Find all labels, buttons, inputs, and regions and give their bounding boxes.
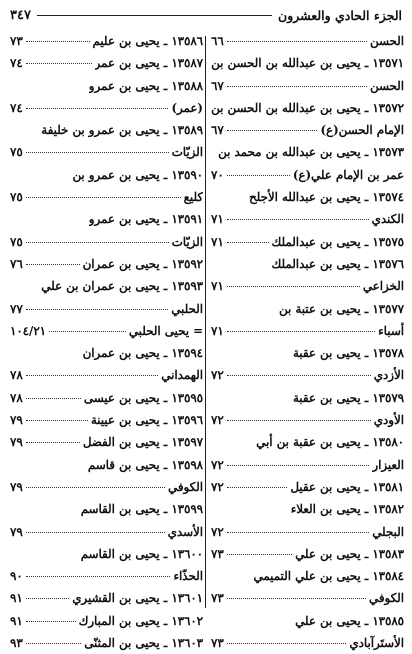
index-column-right [211,30,404,654]
index-entry [10,498,203,520]
entry-text: ١٣٥٨٠ ـ يحيى بن عقبة بن أبي [256,435,404,450]
entry-text: الكوفي [168,479,203,494]
entry-text: الهمداني [161,368,203,383]
index-entry [211,543,404,565]
entry-text: ١٣٥٧٢ ـ يحيى بن عبدالله بن الحسن بن [211,100,404,115]
index-entry [10,632,203,654]
index-entry [211,231,404,253]
entry-page-number: ٦٧ [211,123,224,138]
entry-text: ١٣٥٧٨ ـ يحيى بن عقبة [292,346,404,361]
dot-leader [49,331,126,332]
entry-page-number: ٩١ [10,591,23,606]
index-entry [10,52,203,74]
index-entry [211,476,404,498]
entry-page-number: ٧١ [211,234,224,249]
index-entry [211,208,404,230]
dot-leader [26,375,159,376]
entry-text: ١٣٥٨٣ ـ يحيى بن علي [295,546,404,561]
entry-page-number: ٧٢ [211,413,224,428]
dot-leader [26,576,171,577]
entry-text: ١٣٥٨١ ـ يحيى بن عقيل [290,479,404,494]
entry-text: الحذّاء [173,569,203,584]
dot-leader [227,130,318,131]
entry-page-number: ٩١ [10,613,23,628]
entry-page-number: ٧٤ [10,100,23,115]
index-entry [10,320,203,342]
entry-page-number: ٧٥ [10,145,23,160]
index-entry [211,342,404,364]
dot-leader [26,41,90,42]
index-entry [211,253,404,275]
entry-text: ١٣٥٨٨ ـ يحيى بن عمرو [88,78,203,93]
dot-leader [26,309,169,310]
index-entry [211,141,404,163]
entry-page-number: ٧٩ [10,479,23,494]
entry-page-number: ٧٥ [10,190,23,205]
entry-page-number: ٧٢ [211,479,224,494]
index-entry [10,208,203,230]
entry-page-number: ٧١ [211,279,224,294]
entry-page-number: ٧٧ [10,301,23,316]
dot-leader [26,487,165,488]
entry-text: الزيّات [171,145,203,160]
entry-text: البجلي [372,524,404,539]
entry-page-number: ٧٢ [211,524,224,539]
entry-text: الكندي [371,212,404,227]
entry-text: ١٣٥٨٧ ـ يحيى بن عمر [94,56,203,71]
index-entry [10,342,203,364]
dot-leader [227,41,367,42]
dot-leader [26,108,169,109]
index-entry [10,97,203,119]
index-entry [10,610,203,632]
index-entry [10,364,203,386]
dot-leader [227,219,369,220]
entry-text: ١٣٥٩٤ ـ يحيى بن عمران [82,346,203,361]
index-entry [10,387,203,409]
entry-page-number: ٩٠ [10,569,23,584]
entry-page-number: ٧٨ [10,368,23,383]
entry-text: الزيّات [171,234,203,249]
entry-text: = يحيى الحلبي [128,323,203,338]
index-entry [10,431,203,453]
index-entry [211,364,404,386]
index-entry [211,610,404,632]
entry-text: الحلبي [171,301,203,316]
index-entry [211,632,404,654]
entry-text: ١٣٥٩٠ ـ يحيى بن عمرو بن [72,167,203,182]
index-entry [211,587,404,609]
index-entry [10,75,203,97]
dot-leader [26,442,80,443]
index-entry [211,431,404,453]
entry-page-number: ١٠٤/٢١ [10,323,46,338]
entry-text: الحسن [370,78,404,93]
dot-leader [26,398,81,399]
entry-page-number: ٧٩ [10,435,23,450]
index-entry [10,164,203,186]
entry-text: ١٣٥٩٦ ـ يحيى بن عيينة [90,413,203,428]
entry-page-number: ٧١ [211,323,224,338]
entry-text: ١٣٥٧١ ـ يحيى بن عبدالله بن الحسن بن [211,56,404,71]
entry-text: الإمام الحسن(ع) [320,123,404,138]
entry-text: أسباء [378,323,404,338]
entry-page-number: ٦٧ [211,78,224,93]
dot-leader [26,532,165,533]
index-entry [211,565,404,587]
entry-text: ١٣٦٠٠ ـ يحيى بن القاسم [80,546,203,561]
entry-text: عمر بن الإمام علي(ع) [292,167,404,182]
dot-leader [227,420,371,421]
entry-page-number: ٧٣ [211,546,224,561]
index-column-left [10,30,203,654]
entry-text: ١٣٦٠١ ـ يحيى بن القشيري [72,591,203,606]
index-entry [10,565,203,587]
index-entry [211,164,404,186]
entry-text: ١٣٥٧٩ ـ يحيى بن عقبة [292,390,404,405]
index-entry [10,119,203,141]
dot-leader [26,643,82,644]
index-entry [10,275,203,297]
dot-leader [26,598,70,599]
index-entry [10,476,203,498]
entry-text: ١٣٦٠٢ ـ يحيى بن المبارك [78,613,203,628]
index-entry [211,52,404,74]
header-rule [37,15,272,16]
entry-page-number: ٧٣ [211,591,224,606]
index-entry [10,521,203,543]
entry-text: ١٣٥٩٧ ـ يحيى بن الفضل [82,435,203,450]
index-entry [10,587,203,609]
entry-text: ١٣٥٧٣ ـ يحيى بن عبدالله بن محمد بن [218,145,404,160]
entry-text: العيزار [372,457,404,472]
entry-text: ١٣٥٩٢ ـ يحيى بن عمران [82,256,203,271]
entry-text: ١٣٦٠٣ ـ يحيى بن المثنّى [84,636,203,651]
running-header [10,4,402,26]
index-entry [10,186,203,208]
index-entry [211,521,404,543]
entry-text: ١٣٥٩١ ـ يحيى بن عمرو [88,212,203,227]
entry-text: ١٣٥٨٩ ـ يحيى بن عمرو بن خليفة [41,123,203,138]
dot-leader [227,175,290,176]
index-entry [211,30,404,52]
dot-leader [227,286,360,287]
index-entry [10,253,203,275]
entry-text: ١٣٥٩٥ ـ يحيى بن عيسى [83,390,203,405]
dot-leader [227,643,347,644]
dot-leader [26,242,169,243]
entry-text: ١٣٥٧٥ ـ يحيى بن عبدالملك [271,234,404,249]
entry-text: ١٣٥٨٤ ـ يحيى بن علي التميمي [253,569,404,584]
index-entry [211,275,404,297]
index-entry [10,409,203,431]
entry-text: الأزدي [373,368,404,383]
dot-leader [26,621,76,622]
dot-leader [227,86,367,87]
dot-leader [227,487,288,488]
entry-text: ١٣٥٩٩ ـ يحيى بن القاسم [80,502,203,517]
dot-leader [227,242,269,243]
index-entry [211,186,404,208]
entry-page-number: ٧١ [211,212,224,227]
entry-text: ١٣٥٨٥ ـ يحيى بن علي [295,613,404,628]
index-entry [211,454,404,476]
entry-page-number: ٧٦ [10,256,23,271]
entry-text: ١٣٥٧٦ ـ يحيى بن عبدالملك [271,256,404,271]
entry-page-number: ٧٤ [10,56,23,71]
page-number: ٣٤٧ [10,7,31,23]
dot-leader [26,197,181,198]
dot-leader [26,264,80,265]
entry-text: الكوفي [369,591,404,606]
dot-leader [227,532,370,533]
index-entry [211,298,404,320]
entry-text: ١٣٥٨٢ ـ يحيى بن العلاء [290,502,404,517]
index-entry [211,409,404,431]
dot-leader [26,420,88,421]
entry-text: الأودي [373,413,404,428]
index-entry [211,97,404,119]
entry-text: الأسدي [167,524,203,539]
entry-page-number: ٩٣ [10,636,23,651]
header-title: الجزء الحادي والعشرون [278,7,402,23]
entry-page-number: ٧٩ [10,413,23,428]
index-entry [10,231,203,253]
dot-leader [227,554,292,555]
dot-leader [227,465,370,466]
entry-text: ١٣٥٧٤ ـ يحيى بن عبدالله الأجلح [249,190,404,205]
entry-page-number: ٦٦ [211,34,224,48]
index-entry [211,387,404,409]
entry-page-number: ٧٩ [10,524,23,539]
column-divider [205,36,206,608]
entry-text: ١٣٥٨٦ ـ يحيى بن عليم [92,34,203,48]
dot-leader [26,152,169,153]
entry-text: ١٣٥٩٨ ـ يحيى بن قاسم [87,457,203,472]
index-entry [10,298,203,320]
index-entry [10,30,203,52]
index-entry [211,75,404,97]
entry-page-number: ٧٠ [211,167,224,182]
entry-page-number: ٧٨ [10,390,23,405]
entry-text: الحسن [370,34,404,48]
entry-page-number: ٧٥ [10,234,23,249]
entry-text: كليع [183,190,203,205]
index-entry [211,320,404,342]
dot-leader [26,63,92,64]
entry-text: ١٣٥٩٣ ـ يحيى بن عمران بن علي [41,279,203,294]
index-entry [211,119,404,141]
dot-leader [227,331,375,332]
entry-text: الخزاعي [362,279,404,294]
entry-page-number: ٧٣ [10,34,23,48]
entry-page-number: ٧٢ [211,457,224,472]
dot-leader [227,375,371,376]
index-entry [211,498,404,520]
index-entry [10,543,203,565]
entry-text: ١٣٥٧٧ ـ يحيى بن عتبة بن [279,301,404,316]
entry-page-number: ٧٢ [211,368,224,383]
entry-page-number: ٧٣ [211,636,224,651]
entry-text: (عمر) [171,100,203,115]
dot-leader [227,598,366,599]
index-entry [10,141,203,163]
index-entry [10,454,203,476]
entry-text: الأستَرآبادي [349,636,404,651]
